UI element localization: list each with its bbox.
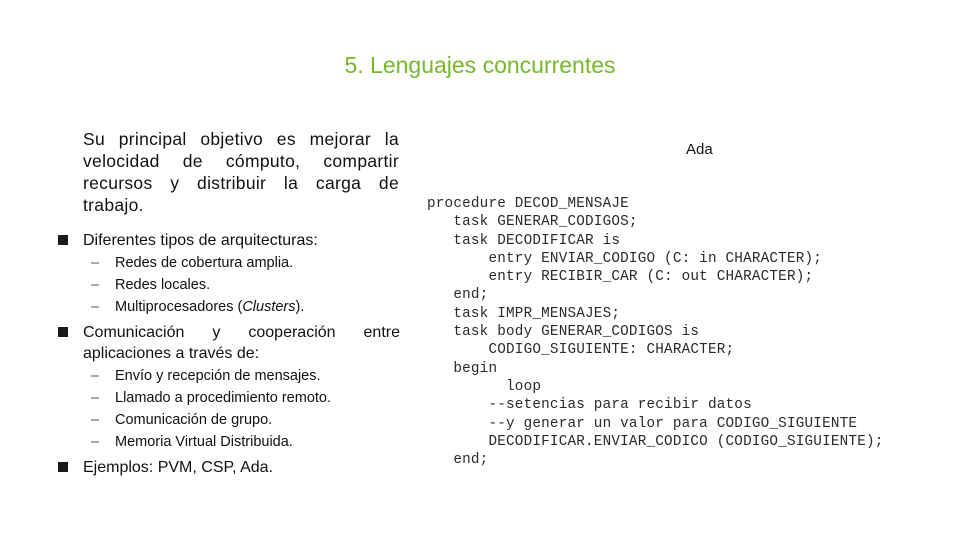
dash-icon: – [91, 255, 100, 271]
bullet-architectures [58, 230, 400, 251]
ada-code-listing: procedure DECOD_MENSAJE task GENERAR_CODIGOS; task DECODIFICAR is entry ENVIAR_CODIGO (C: in CHARACTER); entry RECIBIR_CAR (C: out CHARACTER); end; task IMPR_MENSAJES; task body GENERAR_CODIGOS is CODIGO_SIGUIENTE: CHARACTER; begin loop --setencias para recibir datos --y generar un valor para CODIGO_SIGUIENTE DECODIFICAR.ENVIAR_CODICO (CODIGO_SIGUIENTE); end; [427, 196, 884, 469]
sub-item: – Redes locales. [91, 275, 210, 296]
dash-icon: – [91, 390, 100, 406]
sub-item: – Memoria Virtual Distribuida. [91, 432, 293, 453]
bullet-text: Diferentes tipos de arquitecturas: [83, 232, 318, 249]
bullet-text: Ejemplos: PVM, CSP, Ada. [83, 459, 274, 476]
dash-icon: – [91, 368, 100, 384]
bullet-examples [58, 457, 400, 478]
square-bullet-icon [58, 327, 68, 337]
square-bullet-icon [58, 462, 68, 472]
sub-item: – Comunicación de grupo. [91, 410, 272, 431]
bullet-text: Comunicación y cooperación entre aplicaciones a través de: [83, 324, 400, 362]
sub-item: – Multiprocesadores (Clusters). [91, 297, 304, 318]
dash-icon: – [91, 434, 100, 450]
dash-icon: – [91, 277, 100, 293]
sub-item: – Redes de cobertura amplia. [91, 253, 293, 274]
square-bullet-icon [58, 235, 68, 245]
dash-icon: – [91, 299, 100, 315]
intro-paragraph: Su principal objetivo es mejorar la velocidad de cómputo, compartir recursos y distribuir la carga de trabajo. [83, 129, 399, 215]
sub-item: – Envío y recepción de mensajes. [91, 366, 321, 387]
slide-title: 5. Lenguajes concurrentes [344, 52, 616, 78]
sub-item: – Llamado a procedimiento remoto. [91, 388, 331, 409]
bullet-communication [58, 322, 400, 364]
ada-label: Ada [686, 141, 713, 158]
dash-icon: – [91, 412, 100, 428]
